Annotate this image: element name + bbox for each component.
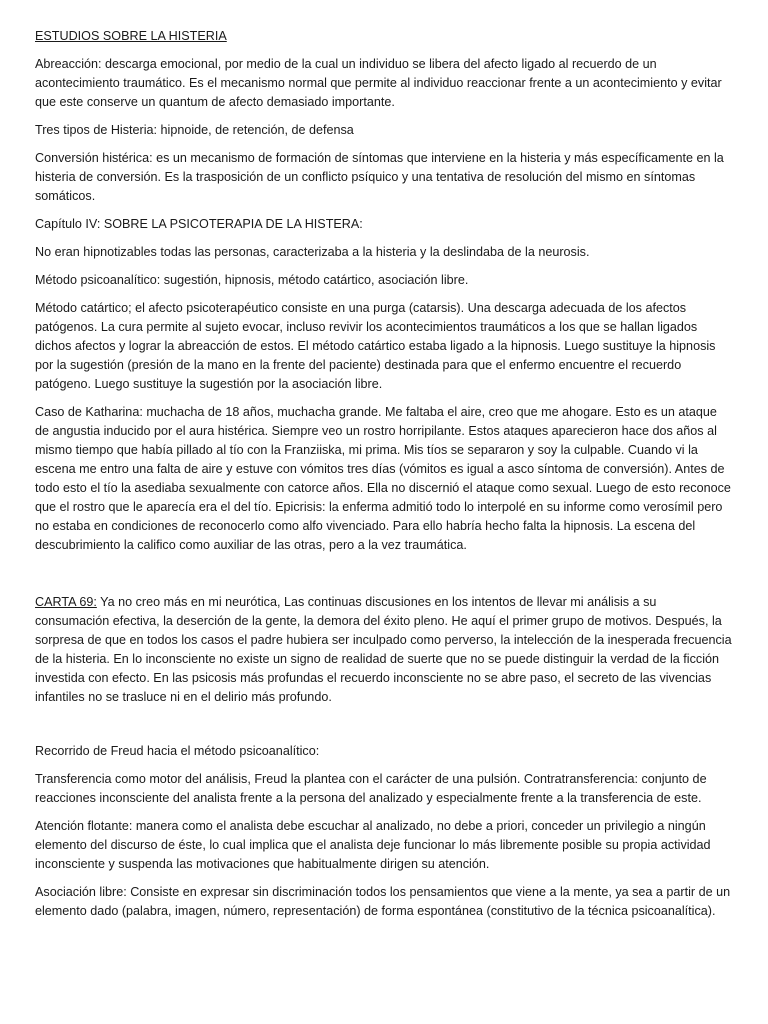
paragraph-hipnotizables: No eran hipnotizables todas las personas, caracterizaba a la histeria y la deslindaba de la neurosis. <box>35 245 590 259</box>
paragraph-capitulo-iv: Capítulo IV: SOBRE LA PSICOTERAPIA DE LA HISTERA: <box>35 217 363 231</box>
paragraph-abreaccion: Abreacción: descarga emocional, por medio de la cual un individuo se libera del afecto ligado al recuerdo de un acontecimiento traumático. Es el mecanismo normal que permite al individuo reaccionar frente a un acontecimiento y evitar que este conserve un quantum de afecto demasiado importante. <box>35 57 722 109</box>
paragraph-metodo-psicoanalitico: Método psicoanalítico: sugestión, hipnosis, método catártico, asociación libre. <box>35 273 469 287</box>
paragraph-carta-69 <box>35 593 734 707</box>
paragraph-recorrido-freud: Recorrido de Freud hacia el método psicoanalítico: <box>35 744 320 758</box>
paragraph-caso-katharina: Caso de Katharina: muchacha de 18 años, muchacha grande. Me faltaba el aire, creo que me ahogare. Esto es un ataque de angustia inducido por el aura histérica. Siempre veo un rostro horripilante. Estos ataques aparecieron hace dos años al mismo tiempo que había pillado al tío con la Franziiska, mi prima. Mis tíos se separaron y soy la culpable. Cuando vi la escena me entro una falta de aire y estuve con vómitos tres días (vómitos es igual a asco síntoma de conversión). Antes de todo esto el tío la asediaba sexualmente con catorce años. Ella no discernió el ataque como sexual. Luego de esto reconoce que el rostro que le aparecía era el del tío. Epicrisis: la enferma admitió todo lo interpolé en su informe como verosímil pero no estaba en condiciones de reconocerlo como alfo vivenciado. Para ello habría hecho falta la hipnosis. La escena del descubrimiento la califico como auxiliar de las otras, pero a la vez traumática. <box>35 405 731 552</box>
paragraph-asociacion-libre: Asociación libre: Consiste en expresar sin discriminación todos los pensamientos que viene a la mente, ya sea a partir de un elemento dado (palabra, imagen, número, representación) de forma espontánea (constitutivo de la técnica psicoanalítica). <box>35 885 731 918</box>
carta-text: Ya no creo más en mi neurótica, Las continuas discusiones en los intentos de llevar mi análisis a su consumación efectiva, la deserción de la gente, la demora del éxito pleno. He aquí el primer grupo de motivos. Después, la sorpresa de que en todos los casos el padre hubiera ser inculpado como perverso, la intelección de la inesperada frecuencia de la histeria. En lo inconsciente no existe un signo de realidad de suerte que no se puede distinguir la verdad de la ficción investida con efecto. En las psicosis más profundas el recuerdo inconsciente no se abre paso, el secreto de las vivencias infantiles no se trasluce ni en el delirio más profundo. <box>35 595 732 704</box>
paragraph-atencion-flotante: Atención flotante: manera como el analista debe escuchar al analizado, no debe a priori, conceder un privilegio a ningún elemento del discurso de éste, lo cual implica que el analista deje funcionar lo más libremente posible su propia actividad inconsciente y suspenda las motivaciones que habitualmente dirigen su atención. <box>35 819 711 871</box>
spacer <box>35 716 734 742</box>
paragraph-transferencia: Transferencia como motor del análisis, Freud la plantea con el carácter de una pulsión. Contratransferencia: conjunto de reacciones inconsciente del analista frente a la persona del analizado y especialmente frente a la transferencia de este. <box>35 772 707 805</box>
spacer <box>35 564 734 593</box>
document-title: ESTUDIOS SOBRE LA HISTERIA <box>35 29 227 43</box>
carta-label: CARTA 69: <box>35 595 97 609</box>
paragraph-metodo-catartico: Método catártico; el afecto psicoterapéutico consiste en una purga (catarsis). Una descarga adecuada de los afectos patógenos. La cura permite al sujeto evocar, incluso revivir los acontecimientos traumáticos a los que se hallan ligados dichos afectos y lograr la abreacción de estos. El método catártico estaba ligado a la hipnosis. Luego sustituye la hipnosis por la sugestión (presión de la mano en la frente del paciente) destinada para que el enfermo encuentre el recuerdo patógeno. Luego sustituye la sugestión por la asociación libre. <box>35 301 716 391</box>
paragraph-conversion: Conversión histérica: es un mecanismo de formación de síntomas que interviene en la histeria y más específicamente en la histeria de conversión. Es la trasposición de un conflicto psíquico y una tentativa de resolución del mismo en síntomas somáticos. <box>35 151 724 203</box>
paragraph-tipos-histeria: Tres tipos de Histeria: hipnoide, de retención, de defensa <box>35 123 354 137</box>
